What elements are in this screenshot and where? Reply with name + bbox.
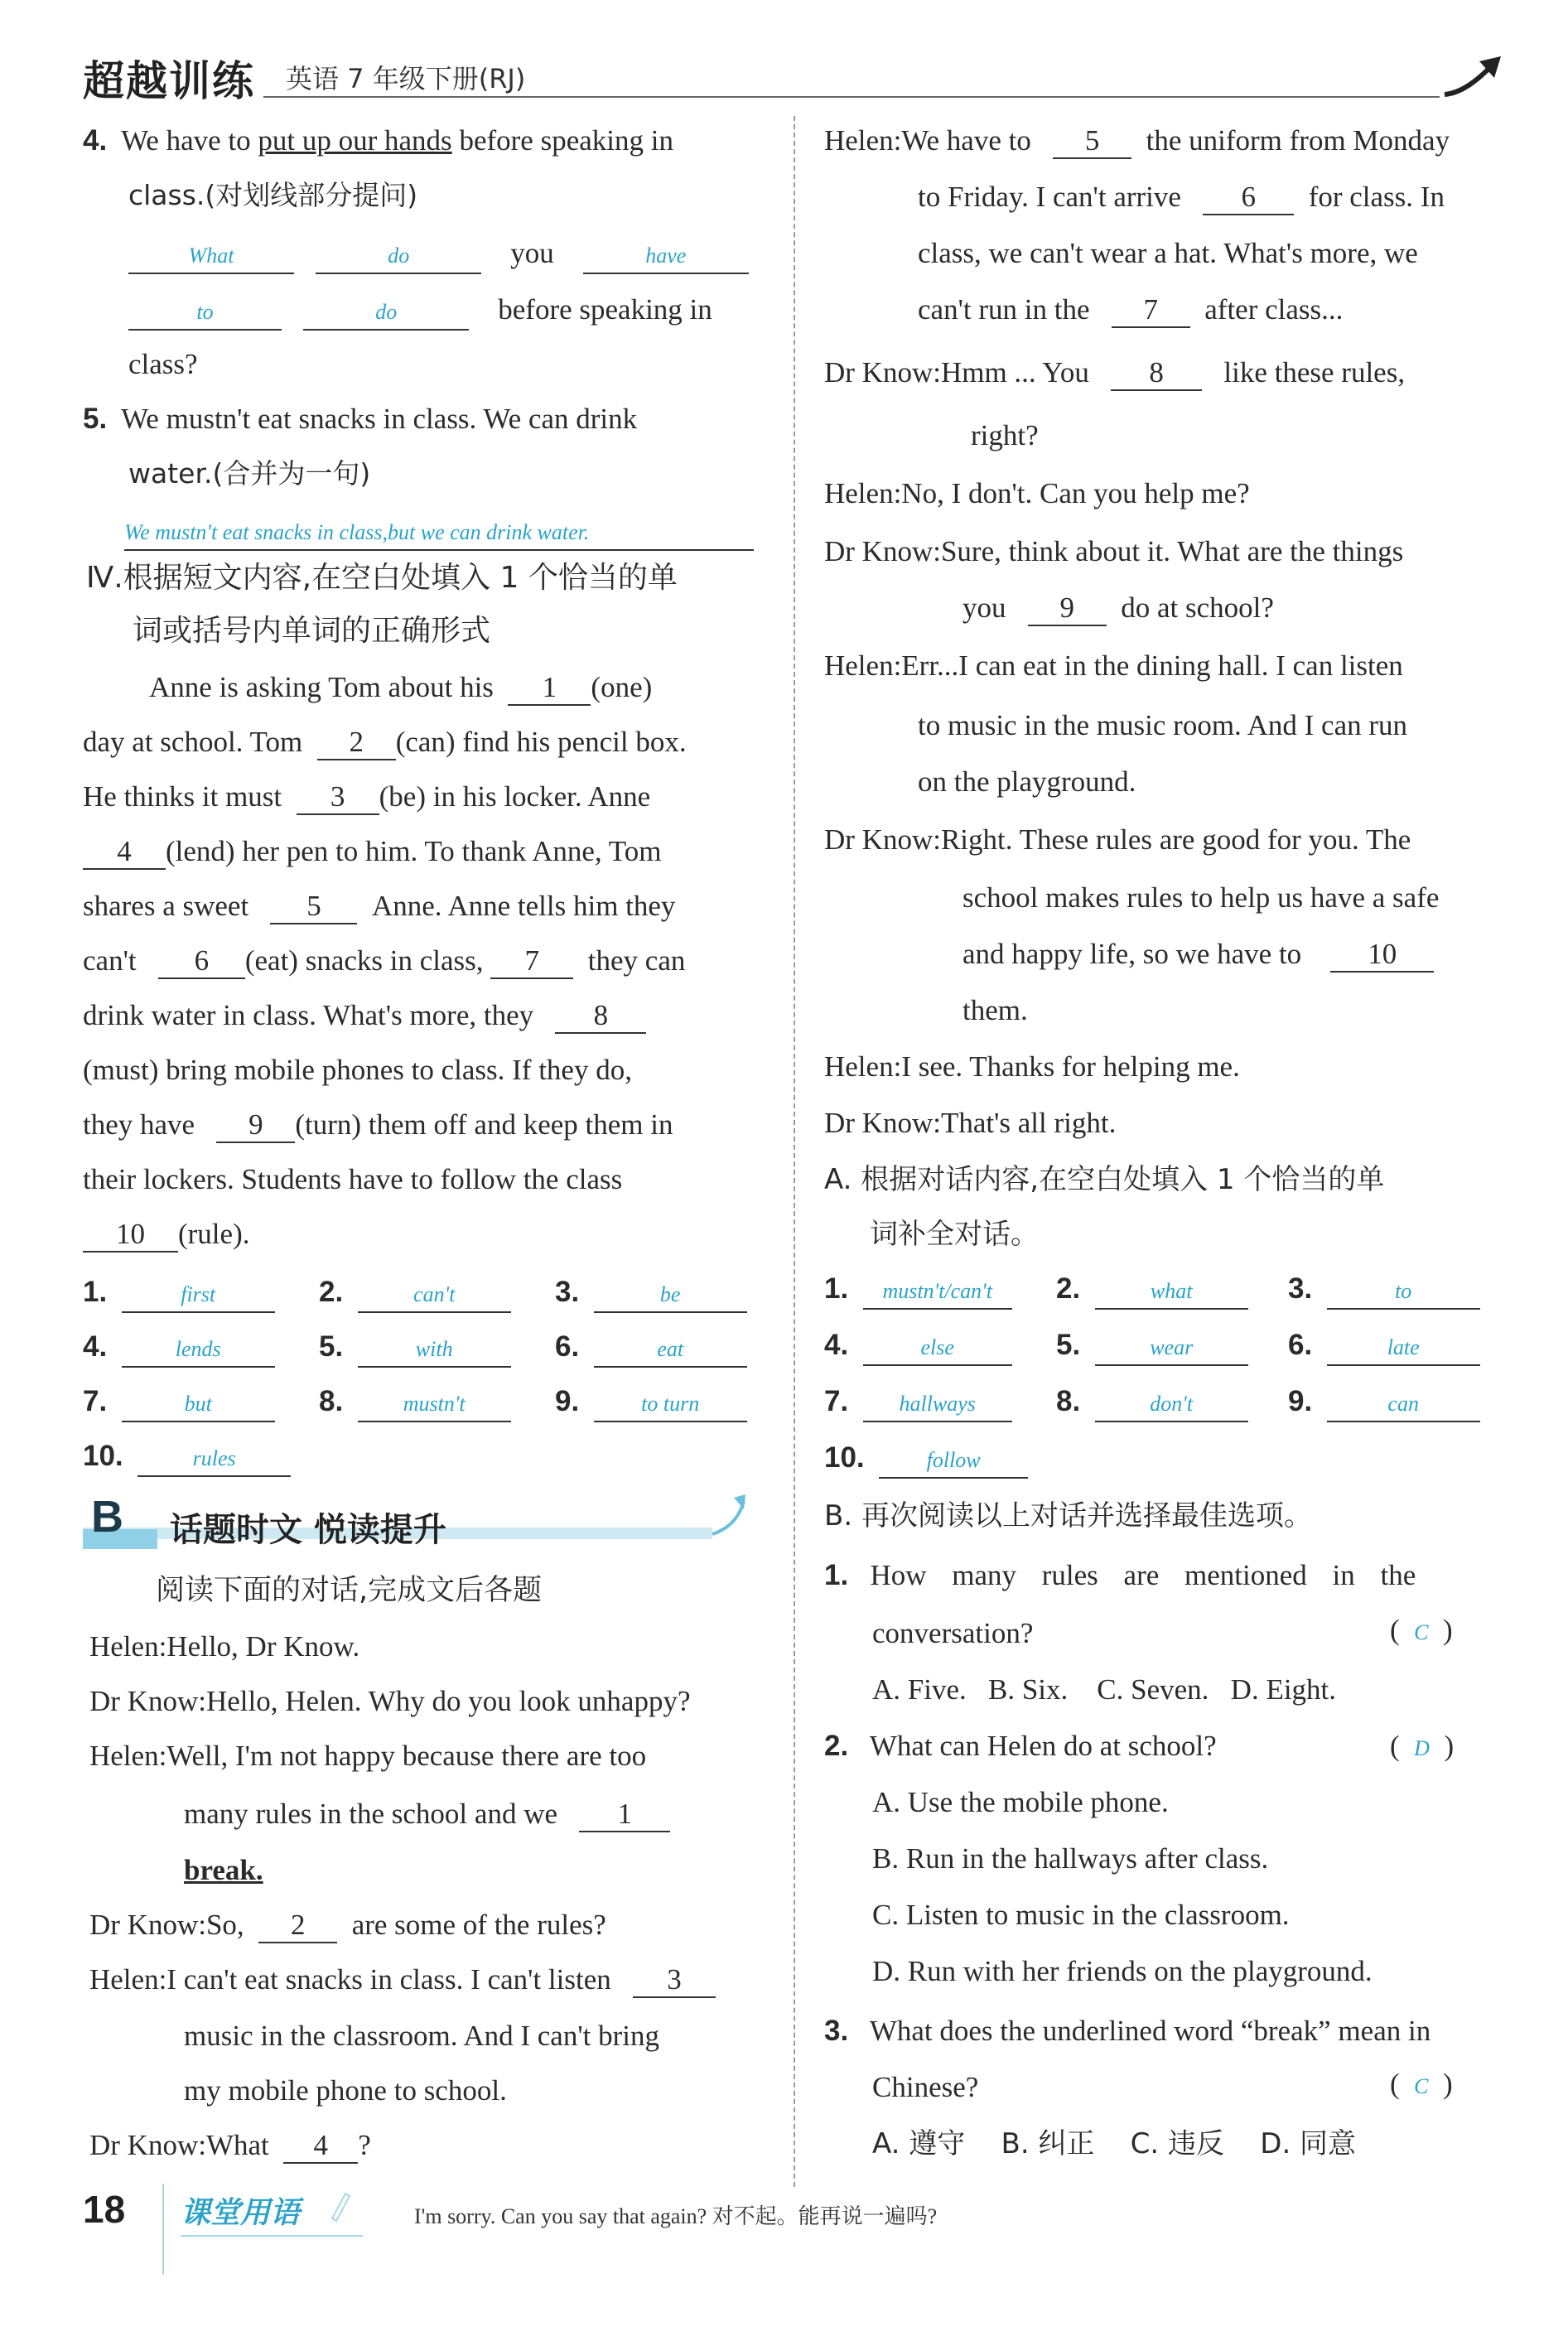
q4-answer-line1: What do you have	[128, 235, 749, 274]
answer-blank: We mustn't eat snacks in class,but we can drink water.	[124, 516, 754, 551]
answer-row: 10. rules	[83, 1438, 291, 1477]
sec4-title1: Ⅳ.根据短文内容,在空白处填入 1 个恰当的单	[86, 561, 678, 595]
answer-row: 9. to turn	[555, 1383, 747, 1422]
passage-line: 10 (rule).	[83, 1216, 249, 1253]
dialog-line: Helen:Err...I can eat in the dining hall. I can listen	[824, 649, 1403, 682]
dialog-line: to music in the music room. And I can run	[918, 709, 1408, 741]
passage-line: they have 9 (turn) them off and keep them in	[83, 1107, 673, 1143]
dialog-line: Dr Know:Hmm ... You 8 like these rules,	[824, 355, 1405, 391]
column-divider	[794, 116, 795, 2187]
underlined-word: break.	[184, 1854, 263, 1886]
dialog-line: right?	[971, 419, 1039, 451]
section-title: 话题时文 悦读提升	[170, 1511, 446, 1549]
dialog-line: Dr Know:Hello, Helen. Why do you look unhappy?	[89, 1685, 691, 1717]
answer-row: 4. else	[824, 1327, 1012, 1366]
passage-line: their lockers. Students have to follow the class	[83, 1163, 623, 1195]
answer-row: 6. eat	[555, 1329, 747, 1368]
footer-phrase: I'm sorry. Can you say that again? 对不起。能再说一遍吗?	[414, 2204, 938, 2228]
answer-row: 7. hallways	[824, 1383, 1012, 1422]
partA-title1: A. 根据对话内容,在空白处填入 1 个恰当的单	[824, 1163, 1385, 1196]
q4-answer-line2: to do before speaking in	[128, 292, 712, 331]
dialog-line: Helen:I see. Thanks for helping me.	[824, 1050, 1240, 1083]
q5-line2: water.(合并为一句)	[128, 457, 371, 490]
mc-question: 1. How many rules are mentioned in the	[824, 1559, 1416, 1591]
q4-line1: 4. We have to put up our hands before speaking in	[83, 124, 673, 157]
partB-title: B. 再次阅读以上对话并选择最佳选项。	[824, 1499, 1312, 1533]
answer-blank: to	[128, 296, 282, 331]
answer-row: 3. be	[555, 1274, 747, 1313]
dialog-line: class, we can't wear a hat. What's more, we	[918, 237, 1418, 269]
mc-question: Chinese?	[872, 2071, 979, 2103]
passage-line: 4 (lend) her pen to him. To thank Anne, Tom	[83, 833, 661, 870]
passage-line: shares a sweet 5 Anne. Anne tells him they	[83, 888, 675, 924]
passage-line: drink water in class. What's more, they 8	[83, 997, 646, 1034]
mc-option: D. Run with her friends on the playground.	[872, 1955, 1373, 1987]
underlined-phrase: put up our hands	[258, 124, 452, 157]
footer-divider	[162, 2184, 164, 2275]
dialog-line: many rules in the school and we 1	[184, 1796, 670, 1832]
dialog-line: Dr Know:Right. These rules are good for you. The	[824, 823, 1411, 856]
dialog-line: Helen:No, I don't. Can you help me?	[824, 477, 1250, 509]
answer-blank: have	[583, 239, 749, 274]
answer-row: 5. wear	[1056, 1327, 1248, 1366]
section-letter: B	[91, 1492, 123, 1542]
dialog-line: Dr Know:Sure, think about it. What are the things	[824, 535, 1404, 567]
q5-line1: 5. We mustn't eat snacks in class. We can drink	[83, 403, 638, 435]
dialog-line: Helen:Hello, Dr Know.	[89, 1630, 360, 1663]
passage-line: day at school. Tom 2 (can) find his pencil box.	[83, 724, 687, 760]
partA-title2: 词补全对话。	[870, 1218, 1039, 1251]
answer-blank: do	[316, 239, 481, 274]
answer-row: 8. don't	[1056, 1383, 1248, 1422]
mc-options: A. 遵守 B. 纠正 C. 违反 D. 同意	[872, 2127, 1357, 2160]
footer-underline	[181, 2235, 363, 2237]
page-number: 18	[83, 2188, 126, 2231]
q4-end: class?	[128, 348, 198, 380]
answer-row: 2. what	[1056, 1271, 1248, 1310]
mc-option: C. Listen to music in the classroom.	[872, 1899, 1290, 1931]
dialog-line: my mobile phone to school.	[184, 2074, 507, 2107]
answer-row: 9. can	[1288, 1383, 1480, 1422]
header-rule	[263, 96, 1440, 98]
book-subtitle: 英语 7 年级下册(RJ)	[286, 63, 526, 94]
answer-row: 5. with	[319, 1329, 511, 1368]
answer-blank: do	[303, 296, 469, 331]
passage-line: He thinks it must 3 (be) in his locker. Anne	[83, 779, 650, 815]
mc-question: conversation?	[872, 1617, 1034, 1649]
mc-answer-box: ( C )	[1390, 1614, 1453, 1646]
dialog-line: you 9 do at school?	[963, 590, 1274, 626]
answer-row: 8. mustn't	[319, 1383, 511, 1422]
mc-answer-box: ( C )	[1390, 2068, 1453, 2100]
answer-row: 2. can't	[319, 1274, 511, 1313]
passage-line: can't 6 (eat) snacks in class, 7 they can	[83, 943, 685, 979]
answer-row: 3. to	[1288, 1271, 1480, 1310]
dialog-line: Dr Know:What 4 ?	[89, 2127, 371, 2164]
book-title: 超越训练	[83, 57, 255, 105]
dialog-line: and happy life, so we have to 10	[963, 936, 1434, 973]
answer-row: 1. mustn't/can't	[824, 1271, 1012, 1310]
dialog-line: Helen:Well, I'm not happy because there are too	[89, 1740, 647, 1772]
dialog-line: Helen:We have to 5 the uniform from Monday	[824, 123, 1450, 159]
dialog-line: Dr Know:That's all right.	[824, 1107, 1117, 1139]
answer-blank: What	[128, 239, 294, 274]
mc-option: A. Use the mobile phone.	[872, 1786, 1169, 1818]
dialog-line	[184, 1852, 263, 1889]
answer-row: 6. late	[1288, 1327, 1480, 1366]
dialog-line: on the playground.	[918, 765, 1136, 798]
footer-tag: 课堂用语	[181, 2195, 301, 2230]
dialog-line: school makes rules to help us have a safe	[963, 881, 1440, 914]
answer-row: 4. lends	[83, 1329, 275, 1368]
dialog-line: music in the classroom. And I can't bring	[184, 2020, 659, 2052]
mc-answer-box: ( D )	[1390, 1730, 1455, 1762]
mc-question: 2. What can Helen do at school?	[824, 1730, 1217, 1762]
pencil-icon	[327, 2189, 352, 2222]
dialog-line: Dr Know:So, 2 are some of the rules?	[89, 1907, 606, 1943]
q5-answer	[124, 512, 754, 551]
answer-row: 7. but	[83, 1383, 275, 1422]
dialog-line: them.	[963, 994, 1028, 1026]
mc-question: 3. What does the underlined word “break” mean in	[824, 2015, 1431, 2047]
sec4-title2: 词或括号内单词的正确形式	[133, 614, 491, 648]
section-instruction: 阅读下面的对话,完成文后各题	[156, 1574, 543, 1607]
answer-row: 10. follow	[824, 1440, 1028, 1479]
answer-row: 1. first	[83, 1274, 275, 1313]
q4-line2: class.(对划线部分提问)	[128, 179, 418, 211]
dialog-line: Helen:I can't eat snacks in class. I can't listen 3	[89, 1962, 716, 1998]
dialog-line: can't run in the 7 after class...	[918, 292, 1343, 328]
passage-line: Anne is asking Tom about his 1 (one)	[149, 669, 652, 706]
dialog-line: to Friday. I can't arrive 6 for class. In	[918, 179, 1445, 215]
arrow-icon	[1441, 51, 1508, 101]
mc-option: B. Run in the hallways after class.	[872, 1842, 1269, 1875]
passage-line: (must) bring mobile phones to class. If they do,	[83, 1054, 632, 1086]
mc-options: A. Five. B. Six. C. Seven. D. Eight.	[872, 1673, 1337, 1706]
